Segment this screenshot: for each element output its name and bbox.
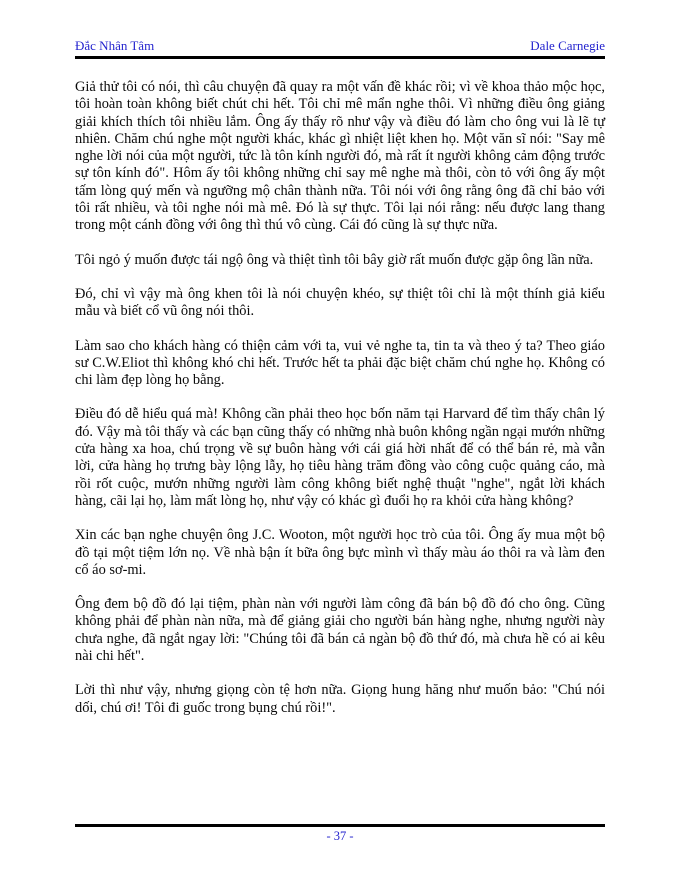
page-number: - 37 - bbox=[326, 829, 354, 843]
page-body-text bbox=[75, 79, 605, 734]
paragraph: Tôi ngỏ ý muốn được tái ngộ ông và thiệt tình tôi bây giờ rất muốn được gặp ông lần nữa. bbox=[75, 251, 594, 268]
paragraph: Xin các bạn nghe chuyện ông J.C. Wooton, một người học trò của tôi. Ông ấy mua một bộ đồ tại một tiệm lớn nọ. Về nhà bận ít bữa ông bực mình vì thấy màu áo thôi ra và làm đen cổ áo sơ-mi. bbox=[75, 527, 605, 578]
paragraph: Ông đem bộ đồ đó lại tiệm, phàn nàn với người làm công đã bán bộ đồ đó cho ông. Cũng không phải để phàn nàn nữa, mà để giảng giải cho người bán hàng nghe, nhưng người này chưa nghe, đã ngắt ngay lời: "Chúng tôi đã bán cả ngàn bộ đồ thứ đó, mà chưa hề có ai kêu nài chi hết". bbox=[75, 596, 605, 665]
paragraph: Lời thì như vậy, nhưng giọng còn tệ hơn nữa. Giọng hung hăng như muốn bảo: "Chú nói dối, chú ơi! Tôi đi guốc trong bụng chú rồi!". bbox=[75, 682, 605, 716]
page-header bbox=[75, 38, 605, 59]
header-book-title: Đắc Nhân Tâm bbox=[75, 38, 155, 53]
paragraph: Điều đó dễ hiểu quá mà! Không cần phải theo học bốn năm tại Harvard để tìm thấy chân lý đó. Vậy mà tôi thấy và các bạn cũng thấy có những nhà buôn không ngần ngại mướn những cửa hàng xa hoa, chú trọng về sự buôn hàng với cái giá hời nhất để có thể bán rẻ, mà vẫn lời, cửa hàng họ trưng bày lộng lẫy, họ tiêu hàng trăm đồng vào công cuộc quảng cáo, mà rồi rốt cuộc, mướn những người làm công không biết nghệ thuật "nghe", ngắt lời khách hàng, cãi lại họ, làm mất lòng họ, như vậy có khác gì đuổi họ ra khỏi cửa hàng không? bbox=[75, 406, 605, 509]
header-author: Dale Carnegie bbox=[530, 38, 605, 53]
paragraph: Giả thử tôi có nói, thì câu chuyện đã quay ra một vấn đề khác rồi; vì về khoa thảo mộc học, tôi hoàn toàn không biết chút chi hết. Tôi chỉ mê mẩn nghe thôi. Vì những điều ông giảng giải khích thích tôi nhiều lắm. Ông ấy thấy rõ như vậy và điều đó làm cho ông vui là lẽ tự nhiên. Chăm chú nghe một người khác, khác gì nhiệt liệt khen họ. Một văn sĩ nói: "Say mê nghe lời nói của một người, tức là tôn kính người đó, mà rất ít người không cảm động trước sự tôn kính đó". Hôm ấy tôi không những chỉ say mê nghe mà thôi, còn tỏ với ông ấy một tấm lòng quý mến và ngưỡng mộ chân thành nữa. Tôi nói với ông rằng ông đã chỉ bảo với tôi rất nhiều, và tôi nghe nói mà mê. Đó là sự thực. Tôi lại nói rằng: nếu được lang thang trong một cánh đồng với ông thì thú vô cùng. Cái đó cũng là sự thực nữa. bbox=[75, 79, 605, 234]
page-footer bbox=[75, 824, 605, 845]
paragraph: Làm sao cho khách hàng có thiện cảm với ta, vui vẻ nghe ta, tin ta và theo ý ta? Theo giáo sư C.W.Eliot thì không khó chi hết. Trước hết ta phải đặc biệt chăm chú nghe họ. Không có chi làm đẹp lòng họ bằng. bbox=[75, 337, 605, 389]
paragraph: Đó, chỉ vì vậy mà ông khen tôi là nói chuyện khéo, sự thiệt tôi chỉ là một thính giả kiểu mẫu và biết cổ vũ ông nói thôi. bbox=[75, 285, 605, 320]
